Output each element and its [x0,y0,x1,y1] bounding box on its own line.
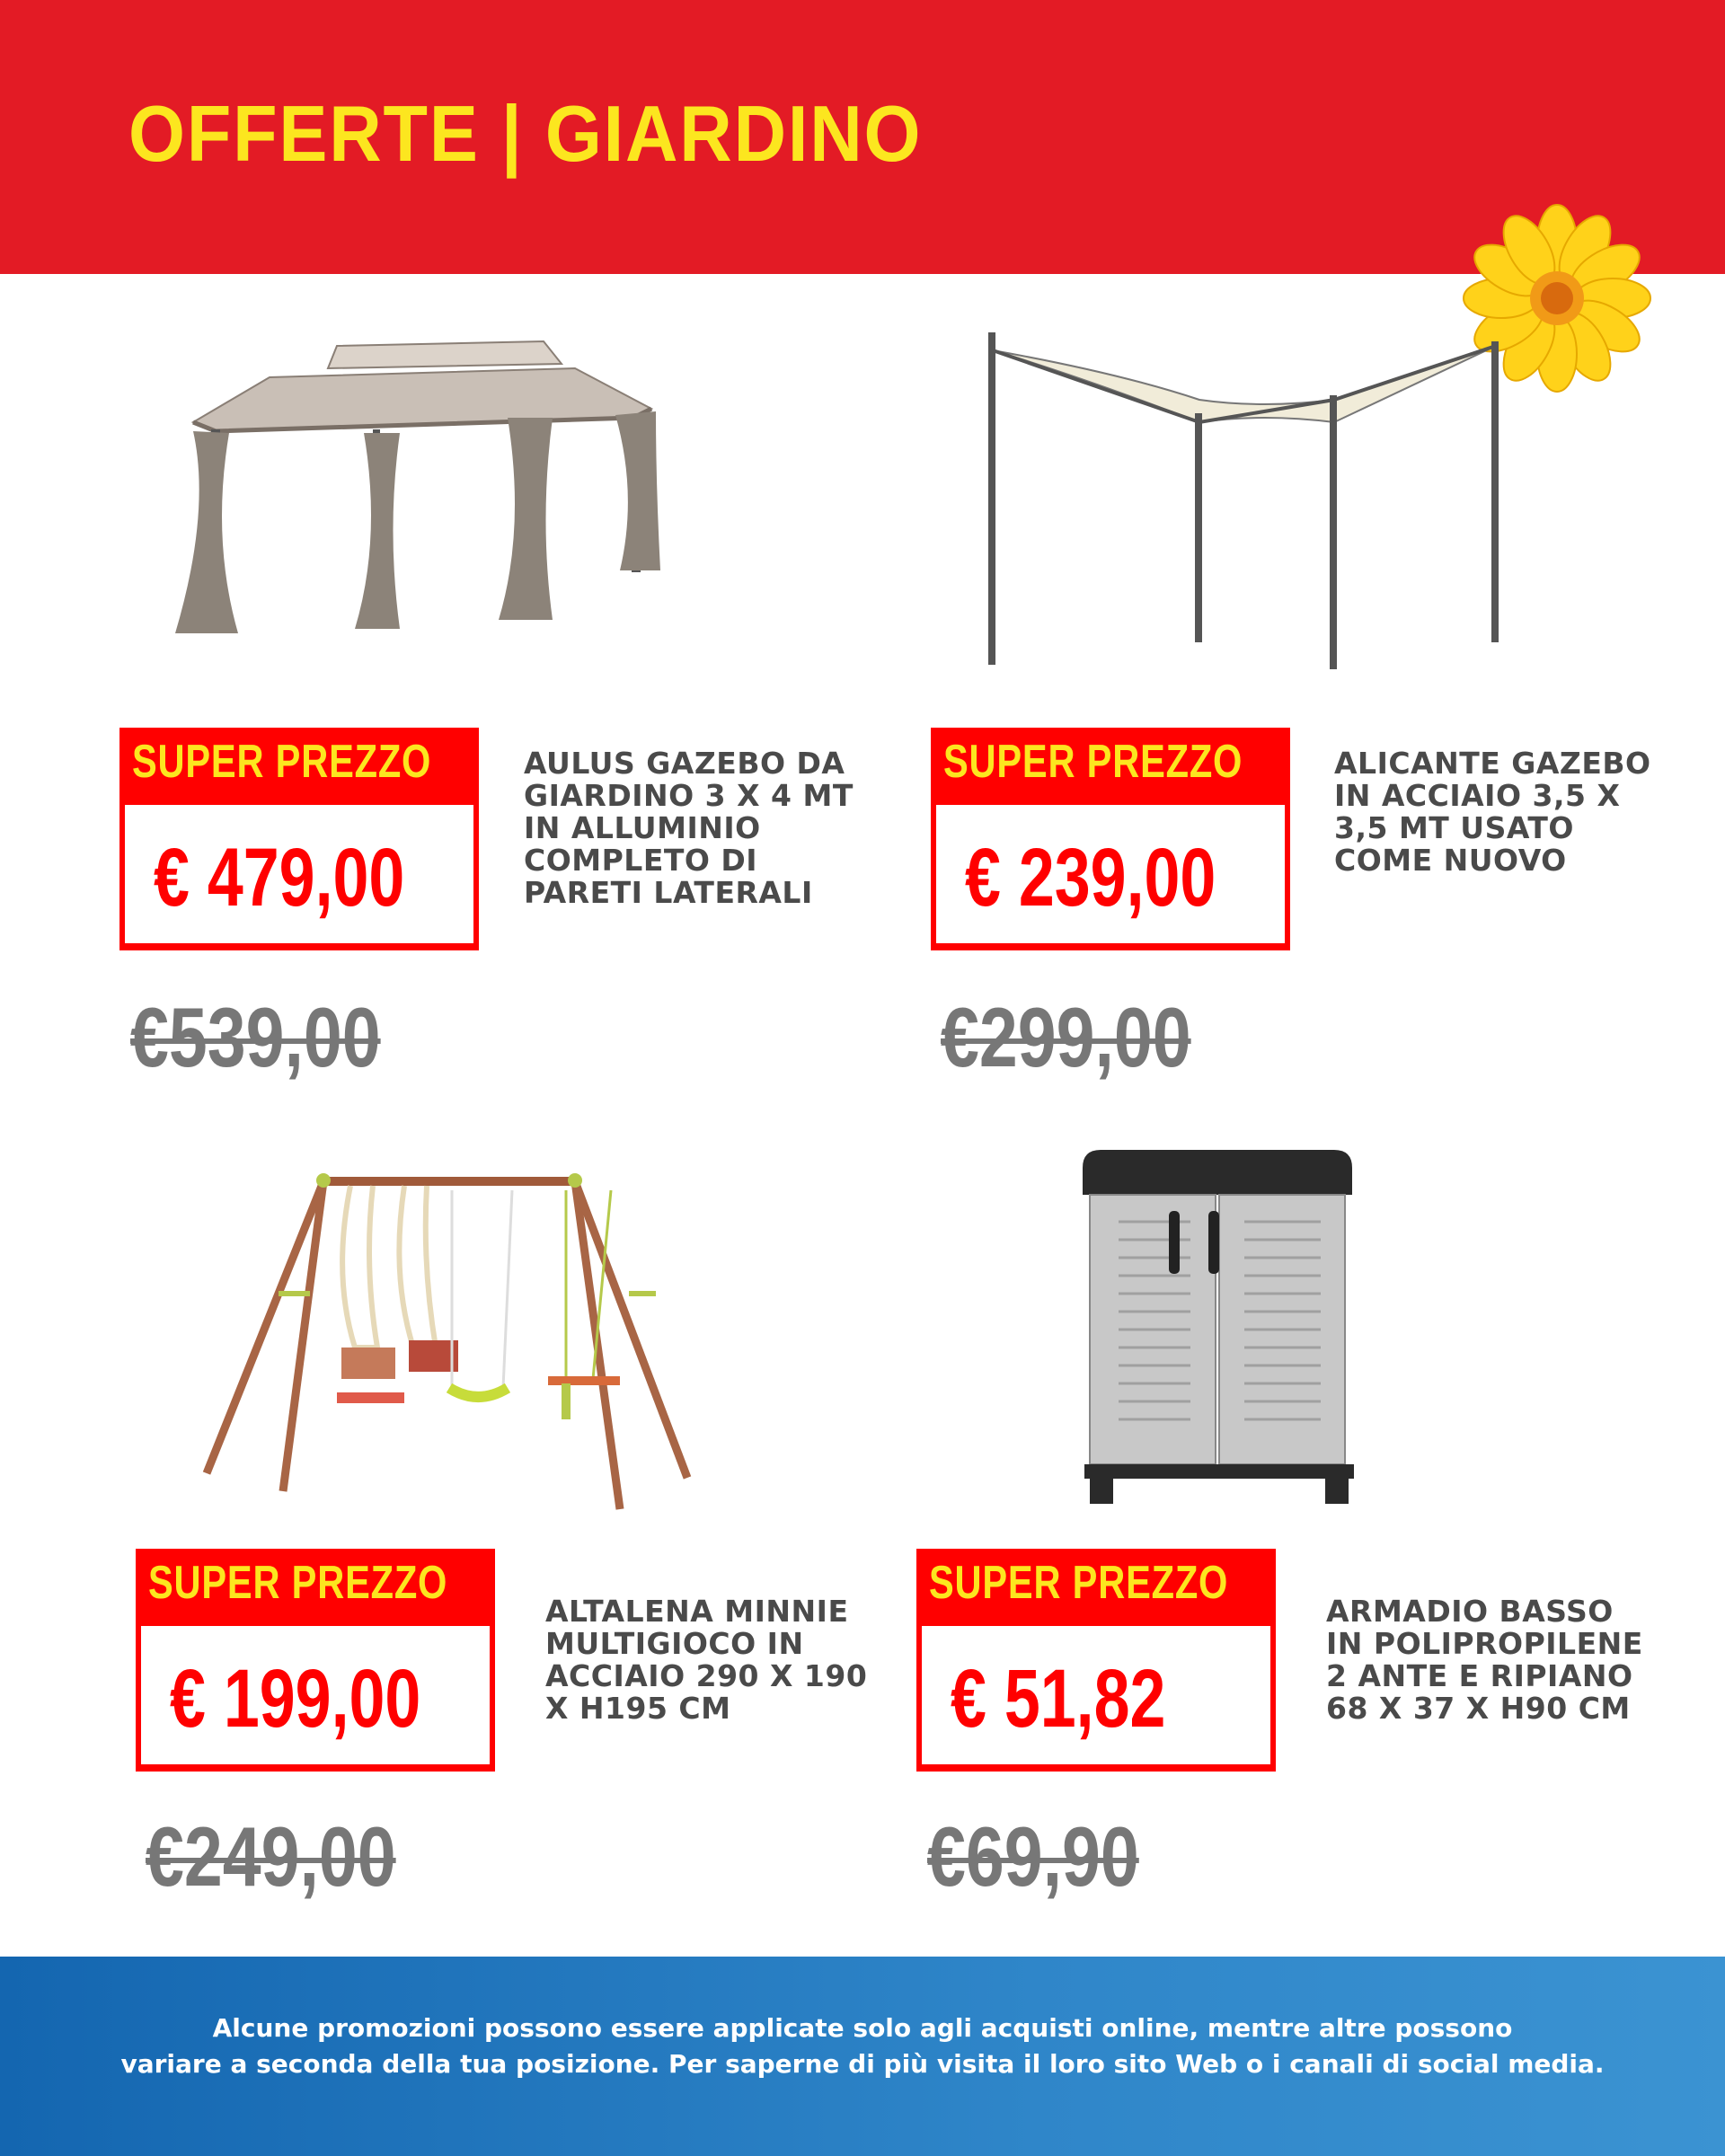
gazebo-with-curtains-image [175,332,678,642]
sale-price: € 51,82 [951,1653,1166,1745]
super-price-badge [916,1549,1276,1772]
footer-disclaimer [54,2010,1671,2082]
product-description: ALICANTE GAZEBO IN ACCIAIO 3,5 X 3,5 MT USATO COME NUOVO [1334,746,1651,878]
steel-sail-gazebo-image [975,323,1514,674]
price-box [125,805,473,943]
old-price: €299,00 [941,990,1191,1084]
sale-price: € 479,00 [154,832,405,923]
badge-label: SUPER PREZZO [148,1557,448,1609]
badge-label: SUPER PREZZO [929,1557,1229,1609]
footer-banner [0,1957,1725,2156]
super-price-badge [119,728,479,950]
price-box [936,805,1285,943]
footer-line-1: Alcune promozioni possono essere applicate solo agli acquisti online, mentre altre possono [212,2013,1513,2043]
super-price-badge [136,1549,495,1772]
product-description: AULUS GAZEBO DA GIARDINO 3 X 4 MT IN ALLUMINIO COMPLETO DI PARETI LATERALI [524,746,854,910]
product-description: ALTALENA MINNIE MULTIGIOCO IN ACCIAIO 290 X 190 X H195 CM [545,1594,868,1726]
footer-line-2: variare a seconda della tua posizione. Per saperne di più visita il loro sito Web o i canali di social media. [120,2049,1605,2079]
price-box [922,1626,1270,1764]
sale-price: € 239,00 [965,832,1216,923]
sale-price: € 199,00 [170,1653,421,1745]
price-box [141,1626,490,1764]
page-title: OFFERTE | GIARDINO [128,89,923,178]
badge-label: SUPER PREZZO [132,736,432,788]
badge-label: SUPER PREZZO [943,736,1243,788]
old-price: €249,00 [146,1809,396,1904]
swing-set-image [198,1168,701,1518]
plastic-cabinet-image [1065,1141,1370,1509]
product-description: ARMADIO BASSO IN POLIPROPILENE 2 ANTE E RIPIANO 68 X 37 X H90 CM [1326,1594,1643,1726]
super-price-badge [931,728,1290,950]
old-price: €539,00 [130,990,381,1084]
old-price: €69,90 [927,1809,1139,1904]
